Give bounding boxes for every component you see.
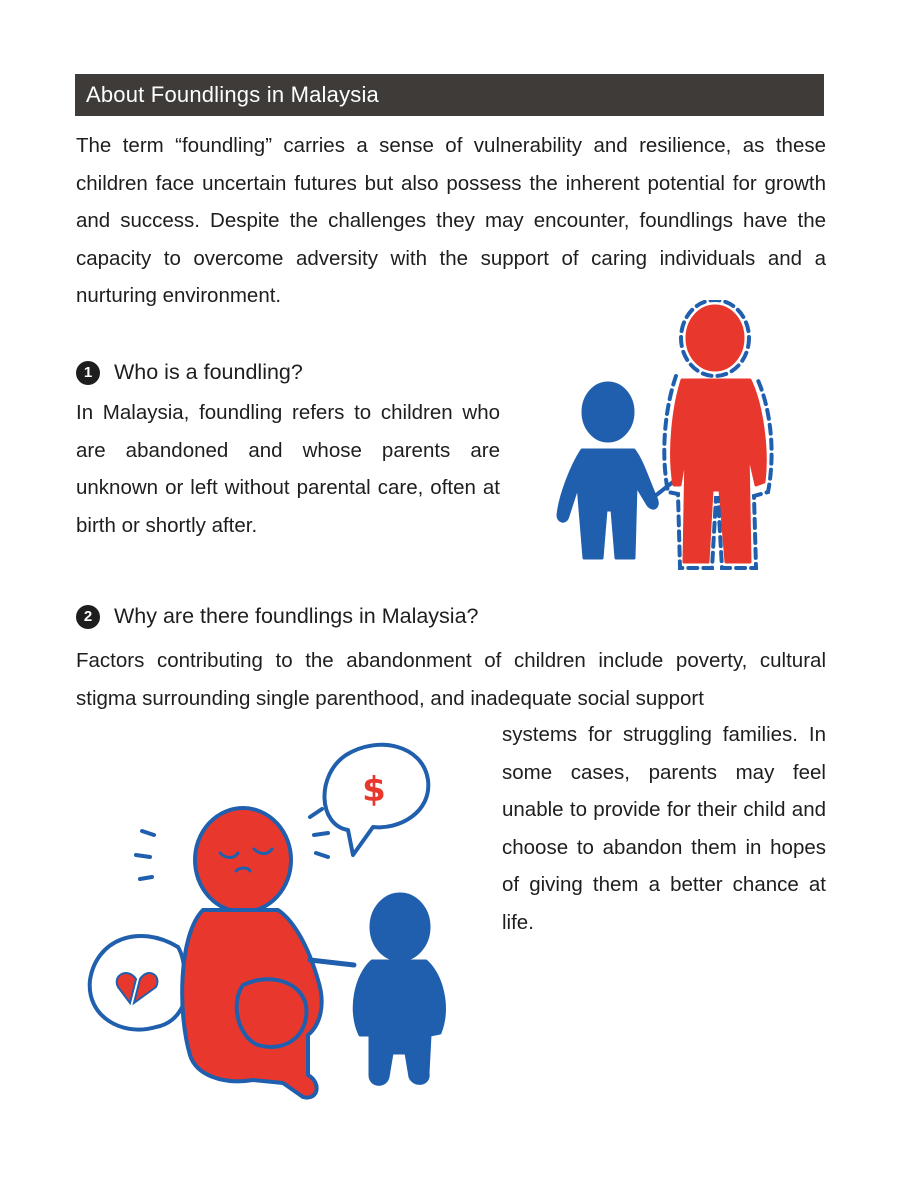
parent-child-illustration	[550, 300, 800, 575]
money-thought-bubble	[324, 745, 428, 855]
sad-parent-illustration	[78, 735, 498, 1130]
section-title: About Foundlings in Malaysia	[86, 82, 379, 107]
small-child-figure	[354, 894, 444, 1084]
answer-1-paragraph: In Malaysia, foundling refers to children who are abandoned and whose parents are unknown or left without parental care, often at birth or shortly after.	[76, 401, 500, 537]
child-figure	[558, 383, 657, 558]
section-header	[75, 74, 824, 116]
number-badge-1: 1	[76, 361, 100, 385]
intro-paragraph: The term “foundling” carries a sense of vulnerability and resilience, as these children face uncertain futures but also possess the inherent potential for growth and success. Despite the challenges they may encounter, foundlings have the capacity to overcome adversity with the support of caring individuals and a nurturing environment.	[76, 134, 826, 308]
question-1-text: Who is a foundling?	[114, 360, 303, 384]
question-2-heading	[76, 604, 479, 629]
question-1-heading	[76, 360, 303, 385]
adult-figure	[664, 300, 771, 568]
number-badge-2: 2	[76, 605, 100, 629]
answer-2-paragraph-right: systems for struggling families. In some cases, parents may feel unable to provide for their child and choose to abandon them in hopes of giving them a better chance at life.	[502, 723, 826, 934]
dollar-sign-icon: $	[362, 770, 386, 810]
answer-2-paragraph-top: Factors contributing to the abandonment of children include poverty, cultural stigma surrounding single parenthood, and inadequate social support	[76, 649, 826, 710]
sitting-adult-figure	[182, 808, 321, 1098]
question-2-text: Why are there foundlings in Malaysia?	[114, 604, 479, 628]
heartbreak-thought-bubble	[90, 936, 185, 1030]
